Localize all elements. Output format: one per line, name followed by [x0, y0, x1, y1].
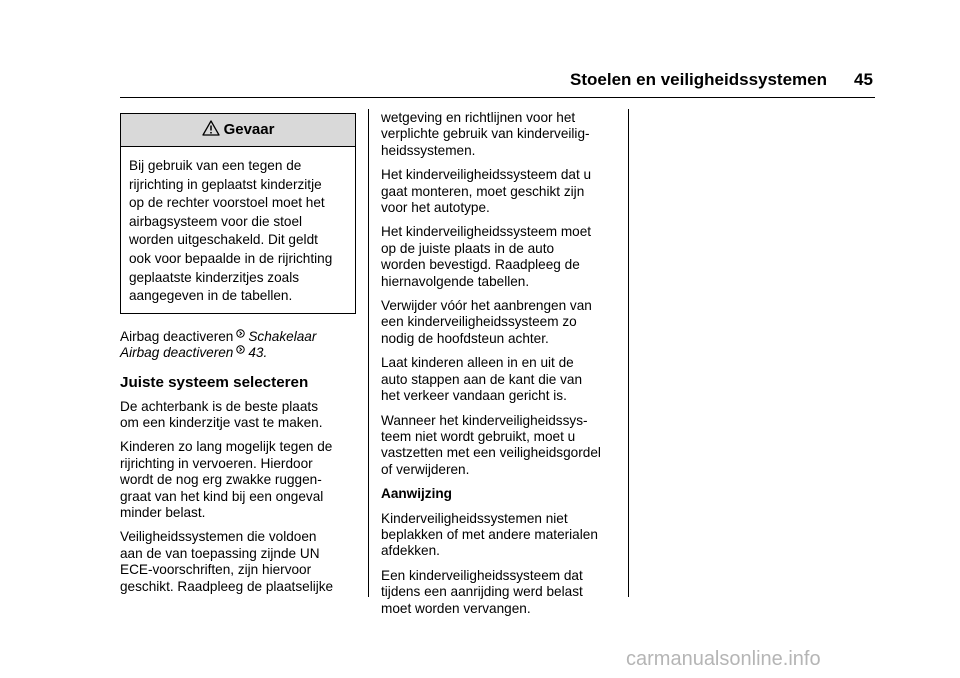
column-divider-1	[368, 109, 369, 597]
airbag-reference	[120, 329, 356, 362]
header-rule	[120, 97, 875, 98]
warning-line: airbagsysteem voor die stoel	[129, 213, 303, 229]
airbag-ref-page[interactable]: 43.	[248, 345, 268, 361]
warning-line: Bij gebruik van een tegen de	[129, 158, 302, 173]
warning-body	[121, 147, 355, 313]
airbag-ref-text: Airbag deactiveren	[120, 328, 234, 344]
paragraph: De achterbank is de beste plaats om een kinderzitje vast te maken.	[120, 398, 323, 430]
note-heading: Aanwijzing	[381, 486, 452, 502]
page-reference-icon	[236, 345, 245, 354]
page-reference-icon	[236, 329, 245, 338]
warning-header	[121, 114, 355, 147]
warning-box	[120, 113, 356, 314]
paragraph: wetgeving en richtlijnen voor het verplichte gebruik van kinderveilig- heidssystemen.	[381, 110, 590, 158]
note-paragraph: Een kinderveiligheidssysteem dat tijdens een aanrijding werd belast moet worden vervangen.	[381, 567, 583, 616]
warning-triangle-icon	[202, 120, 220, 136]
warning-line: rijrichting in geplaatst kinderzitje	[129, 176, 322, 192]
paragraph: Het kinderveiligheidssysteem dat u gaat monteren, moet geschikt zijn voor het autotype.	[381, 167, 592, 216]
note-paragraph: Kinderveiligheidssystemen niet beplakken of met andere materialen afdekken.	[381, 510, 598, 559]
paragraph: Kinderen zo lang mogelijk tegen de rijrichting in vervoeren. Hierdoor wordt de nog erg zwakke ruggen- graat van het kind bij een ongeval minder belast.	[120, 439, 333, 520]
page-header-title: Stoelen en veiligheidssystemen	[570, 70, 827, 89]
page-number: 45	[854, 70, 873, 89]
warning-line: worden uitgeschakeld. Dit geldt	[129, 232, 318, 248]
warning-line: op de rechter voorstoel moet het	[129, 195, 325, 211]
column-divider-2	[628, 109, 629, 597]
section-heading: Juiste systeem selecteren	[120, 373, 309, 391]
column-left	[120, 113, 356, 603]
airbag-ref-link[interactable]: Schakelaar	[248, 328, 317, 344]
column-right	[381, 110, 617, 625]
paragraph: Het kinderveiligheidssysteem moet op de juiste plaats in de auto worden bevestigd. Raadpleeg de hiernavolgende tabellen.	[381, 224, 592, 289]
warning-title: Gevaar	[223, 120, 275, 138]
paragraph: Laat kinderen alleen in en uit de auto stappen aan de kant die van het verkeer vandaan gericht is.	[381, 355, 583, 404]
paragraph: Veiligheidssystemen die voldoen aan de van toepassing zijnde UN ECE-voorschriften, zijn hiervoor geschikt. Raadpleeg de plaatselijke	[120, 529, 334, 594]
warning-line: ook voor bepaalde in de rijrichting	[129, 250, 333, 266]
paragraph: Verwijder vóór het aanbrengen van een kinderveiligheidssysteem zo nodig de hoofdsteun achter.	[381, 298, 592, 346]
paragraph: Wanneer het kinderveiligheidssys- teem niet wordt gebruikt, moet u vastzetten met een veiligheidsgordel of verwijderen.	[381, 412, 601, 477]
watermark: carmanualsonline.info	[626, 648, 821, 670]
warning-line: geplaatste kinderzitjes zoals	[129, 269, 300, 285]
warning-line: aangegeven in de tabellen.	[129, 288, 293, 304]
airbag-ref-link-cont[interactable]: Airbag deactiveren	[120, 345, 234, 361]
